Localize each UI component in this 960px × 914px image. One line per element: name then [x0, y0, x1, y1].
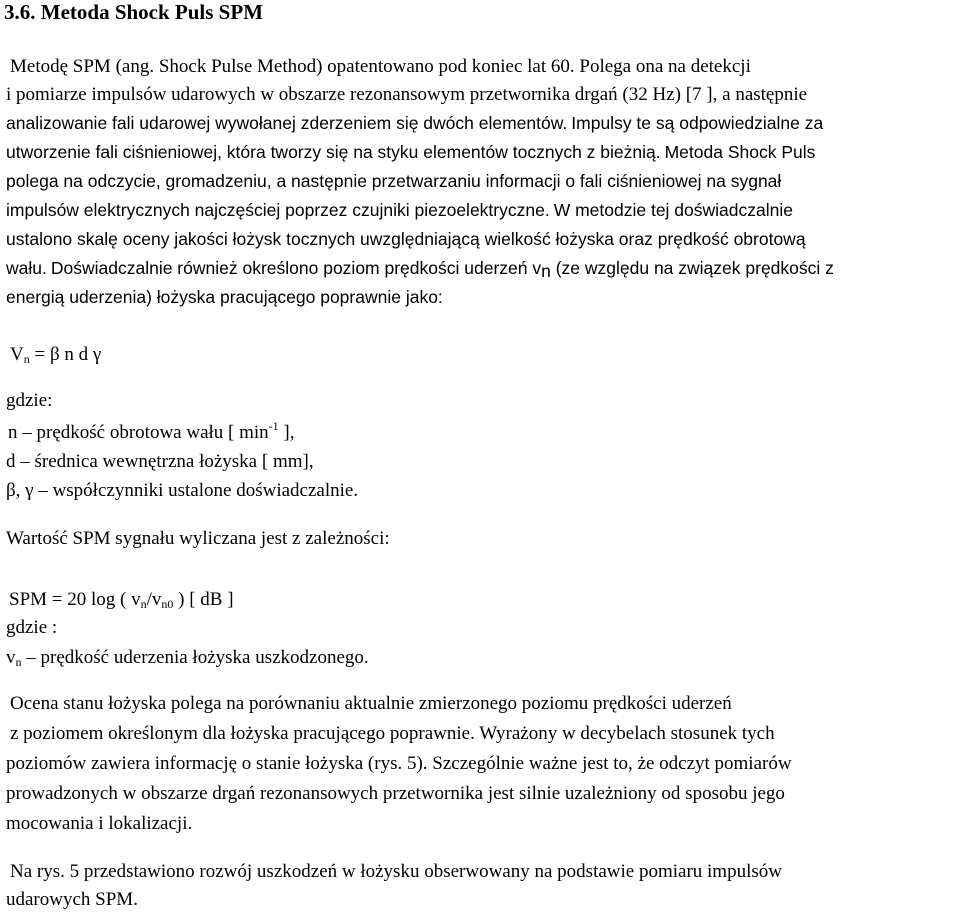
- text-span: wału.: [6, 258, 47, 278]
- where-label: gdzie :: [6, 617, 58, 638]
- text-line: [6, 196, 793, 225]
- text-span: Metoda Shock Puls: [664, 142, 816, 162]
- text-span: analizowanie fali udarowej wywołanej zderzeniem się dwóch elementów.: [6, 113, 568, 133]
- text-line: Metodę SPM (ang. Shock Pulse Method) opatentowano pod koniec lat 60. Polega ona na detekcji: [10, 56, 751, 77]
- text-line: polega na odczycie, gromadzeniu, a następnie przetwarzaniu informacji o fali ciśnieniowej na sygnał: [6, 171, 782, 191]
- text-span: ) [ dB ]: [173, 589, 234, 610]
- where-label: gdzie:: [6, 390, 53, 411]
- text-line: ustalono skalę oceny jakości łożysk tocznych uwzględniającą wielkość łożyska oraz prędkość obrotową: [6, 229, 806, 249]
- text-span: ],: [278, 422, 295, 443]
- subscript: n: [23, 352, 30, 366]
- formula-intro: Wartość SPM sygnału wyliczana jest z zależności:: [6, 528, 390, 549]
- text-span: utworzenie fali ciśnieniowej, która tworzy się na styku elementów tocznych z bieżnią.: [6, 142, 661, 162]
- definition-beta-gamma: β, γ – współczynniki ustalone doświadczalnie.: [6, 480, 359, 501]
- text-span: n – prędkość obrotowa wału [ min: [8, 422, 269, 443]
- text-span: Impulsy te są odpowiedzialne za: [571, 113, 824, 133]
- subscript: n0: [161, 597, 174, 611]
- text-line: i pomiarze impulsów udarowych w obszarze rezonansowym przetwornika drgań (32 Hz) [7 ], a następnie: [6, 84, 808, 105]
- text-span: v: [6, 647, 16, 668]
- formula-vn: [10, 340, 101, 369]
- text-span: W metodzie tej doświadczalnie: [553, 200, 793, 220]
- text-span: V: [10, 344, 24, 365]
- text-line: poziomów zawiera informację o stanie łożyska (rys. 5). Szczególnie ważne jest to, że odczyt pomiarów: [6, 753, 792, 774]
- text-line: [6, 109, 823, 138]
- text-span: Doświadczalnie również określono poziom prędkości uderzeń v: [50, 258, 542, 278]
- text-span: – prędkość uderzenia łożyska uszkodzonego.: [21, 647, 369, 668]
- text-span: (ze względu na związek prędkości z: [550, 258, 834, 278]
- subscript: n: [15, 655, 22, 669]
- subscript: n: [541, 261, 551, 281]
- text-line: Na rys. 5 przedstawiono rozwój uszkodzeń w łożysku obserwowany na podstawie pomiaru impulsów: [10, 861, 782, 882]
- text-line: prowadzonych w obszarze drgań rezonansowych przetwornika jest silnie uzależniony od sposobu jego: [6, 783, 785, 804]
- text-line: Ocena stanu łożyska polega na porównaniu aktualnie zmierzonego poziomu prędkości uderzeń: [10, 693, 732, 714]
- formula-spm: [9, 585, 234, 614]
- text-line: energią uderzenia) łożyska pracującego poprawnie jako:: [6, 287, 443, 307]
- text-line: [6, 254, 834, 283]
- text-span: /v: [146, 589, 162, 610]
- definition-vn: [6, 643, 369, 672]
- text-span: SPM = 20 log ( v: [9, 589, 141, 610]
- definition-d: d – średnica wewnętrzna łożyska [ mm],: [6, 451, 314, 472]
- superscript: -1: [268, 419, 279, 433]
- text-line: z poziomem określonym dla łożyska pracującego poprawnie. Wyrażony w decybelach stosunek tych: [10, 723, 775, 744]
- subscript: n: [140, 597, 147, 611]
- text-line: mocowania i lokalizacji.: [6, 813, 193, 834]
- definition-n: [8, 418, 295, 447]
- text-span: impulsów elektrycznych najczęściej poprzez czujniki piezoelektryczne.: [6, 200, 550, 220]
- text-line: [6, 138, 815, 167]
- section-heading: 3.6. Metoda Shock Puls SPM: [4, 0, 264, 24]
- text-span: = β n d γ: [29, 344, 102, 365]
- text-line: udarowych SPM.: [6, 889, 138, 910]
